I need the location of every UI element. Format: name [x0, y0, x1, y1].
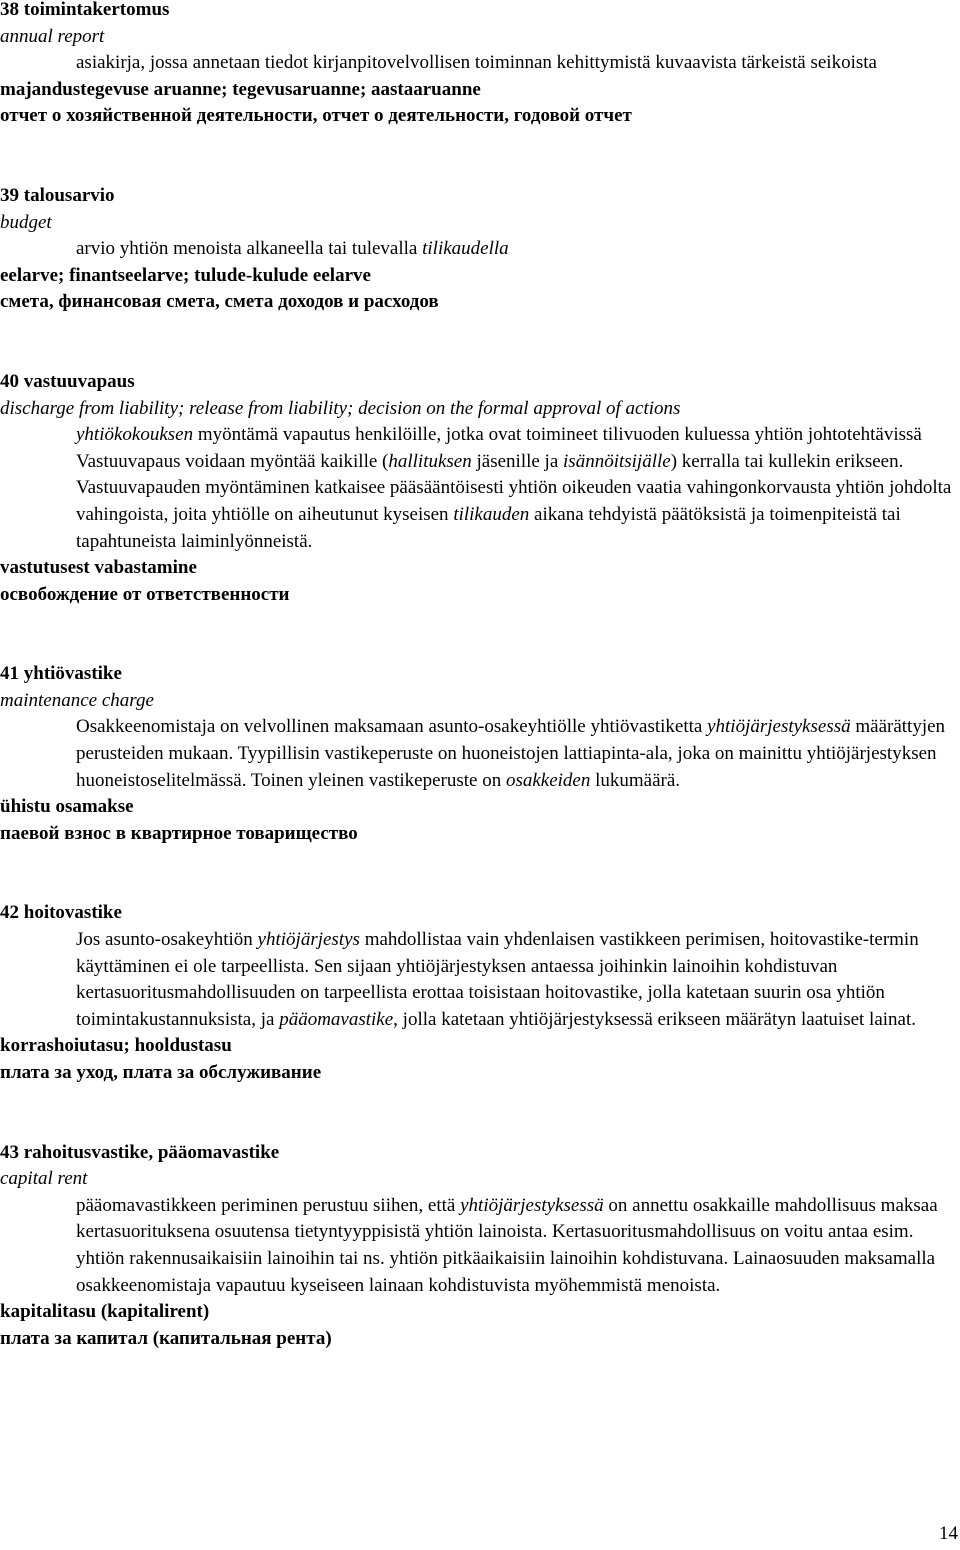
definition-text: pääomavastikkeen periminen perustuu siihen, että	[76, 1194, 461, 1216]
definition-text: jäsenille ja	[471, 450, 564, 472]
definition-text: määrättyjen perusteiden mukaan. Tyypillisin vastikeperuste on huoneistojen lattiapinta-ala, joka on mainittu yhtiöjärjestyksen huoneistoselitelmässä. Toinen yleinen vastikeperuste on	[76, 716, 946, 791]
term-russian: смета, финансовая смета, смета доходов и расходов	[0, 291, 439, 313]
term-english: discharge from liability; release from liability; decision on the formal approval of actions	[0, 397, 681, 419]
definition-text: mahdollistaa vain yhdenlaisen vastikkeen perimisen, hoitovastike-termin käyttäminen ei ole tarpeellista. Sen sijaan yhtiöjärjestyksen antaessa joihinkin lainoihin kohdistuvan kertasuoritusmahdollisuuden on tarpeellista erottaa toisistaan hoitovastike, jolla katetaan suurin osa yhtiön toimintakustannuksista, ja	[76, 929, 919, 1030]
definition-text: arvio yhtiön menoista alkaneella tai tulevalla	[76, 238, 423, 260]
definition	[76, 927, 960, 1033]
term-estonian: korrashoiutasu; hooldustasu	[0, 1035, 232, 1057]
definition-text: Jos asunto-osakeyhtiön	[76, 929, 258, 951]
definition-text: aikana tehdyistä päätöksistä ja toimenpiteistä tai tapahtuneista laiminlyönneistä.	[76, 503, 901, 552]
term-finnish: 38 toimintakertomus	[0, 0, 170, 20]
term-russian: плата за уход, плата за обслуживание	[0, 1062, 322, 1083]
definition-term-reference: yhtiöjärjestyksessä	[707, 716, 851, 738]
term-estonian: kapitalitasu (kapitalirent)	[0, 1301, 210, 1323]
glossary-entry	[0, 900, 960, 1086]
definition-term-reference: pääomavastike	[279, 1008, 394, 1030]
definition-term-reference: isännöitsijälle	[563, 450, 671, 472]
term-finnish: 43 rahoitusvastike, pääomavastike	[0, 1141, 280, 1163]
definition-text: Vastuuvapaus voidaan myöntää kaikille (	[76, 450, 389, 472]
definition-text: myöntämä vapautus henkilöille, jotka ovat toimineet tilivuoden kuluessa yhtiön johtotehtävissä	[193, 424, 922, 446]
glossary-entry	[0, 661, 960, 847]
definition-text: on annettu osakkaille mahdollisuus maksaa kertasuorituksena osuutensa tietyntyyppisistä yhtiön lainoista. Kertasuoritusmahdollisuus on voitu antaa esim. yhtiön rakennusaikaisiin lainoihin tai ns. yhtiön pitkäaikaisiin lainoihin kohdistuvana. Lainaosuuden maksamalla osakkeenomistaja vapautuu kyseiseen lainaan kohdistuvista myöhemmistä menoista.	[76, 1194, 938, 1296]
page-number: 14	[939, 1523, 958, 1544]
definition-text: asiakirja, jossa annetaan tiedot kirjanpitovelvollisen toiminnan kehittymistä kuvaavista tärkeistä seikoista	[76, 52, 877, 74]
definition	[76, 422, 960, 555]
term-finnish: 41 yhtiövastike	[0, 663, 122, 685]
glossary-entry	[0, 1140, 960, 1353]
definition-term-reference: yhtiöjärjestyksessä	[460, 1194, 604, 1216]
term-russian: отчет о хозяйственной деятельности, отчет о деятельности, годовой отчет	[0, 105, 632, 127]
glossary-entry	[0, 0, 960, 130]
definition-term-reference: tilikaudella	[422, 238, 509, 260]
definition	[76, 236, 960, 263]
term-estonian: vastutusest vabastamine	[0, 557, 197, 579]
term-finnish: 40 vastuuvapaus	[0, 370, 135, 392]
term-english: annual report	[0, 25, 105, 47]
definition-term-reference: yhtiökokouksen	[76, 424, 194, 446]
term-english: capital rent	[0, 1168, 88, 1190]
glossary-entry	[0, 369, 960, 608]
term-estonian: eelarve; finantseelarve; tulude-kulude eelarve	[0, 264, 371, 286]
term-english: maintenance charge	[0, 689, 154, 711]
term-russian: паевой взнос в квартирное товарищество	[0, 822, 358, 844]
definition-text: lukumäärä.	[590, 769, 681, 791]
definition	[76, 714, 960, 794]
definition-text: ) kerralla tai kullekin erikseen. Vastuuvapauden myöntäminen katkaisee pääsääntöisesti yhtiön oikeuden vaatia vahingonkorvausta yhtiön johdolta vahingoista, joita yhtiölle on aiheutunut kyseisen	[76, 450, 952, 525]
definition	[76, 50, 960, 77]
term-finnish: 42 hoitovastike	[0, 902, 122, 924]
term-russian: плата за капитал (капитальная рента)	[0, 1327, 332, 1349]
term-english: budget	[0, 211, 52, 233]
definition	[76, 1193, 960, 1299]
definition-term-reference: hallituksen	[388, 450, 472, 472]
term-estonian: ühistu osamakse	[0, 796, 134, 818]
definition-text: Osakkeenomistaja on velvollinen maksamaan asunto-osakeyhtiölle yhtiövastiketta	[76, 716, 708, 738]
glossary-entry	[0, 183, 960, 316]
definition-term-reference: osakkeiden	[505, 769, 591, 791]
term-finnish: 39 talousarvio	[0, 184, 115, 206]
definition-text: , jolla katetaan yhtiöjärjestyksessä erikseen määrätyn laatuiset lainat.	[393, 1008, 917, 1030]
term-estonian: majandustegevuse aruanne; tegevusaruanne; aastaaruanne	[0, 78, 481, 100]
definition-term-reference: yhtiöjärjestys	[257, 929, 360, 951]
term-russian: освобождение от ответственности	[0, 583, 290, 605]
definition-term-reference: tilikauden	[453, 503, 530, 525]
